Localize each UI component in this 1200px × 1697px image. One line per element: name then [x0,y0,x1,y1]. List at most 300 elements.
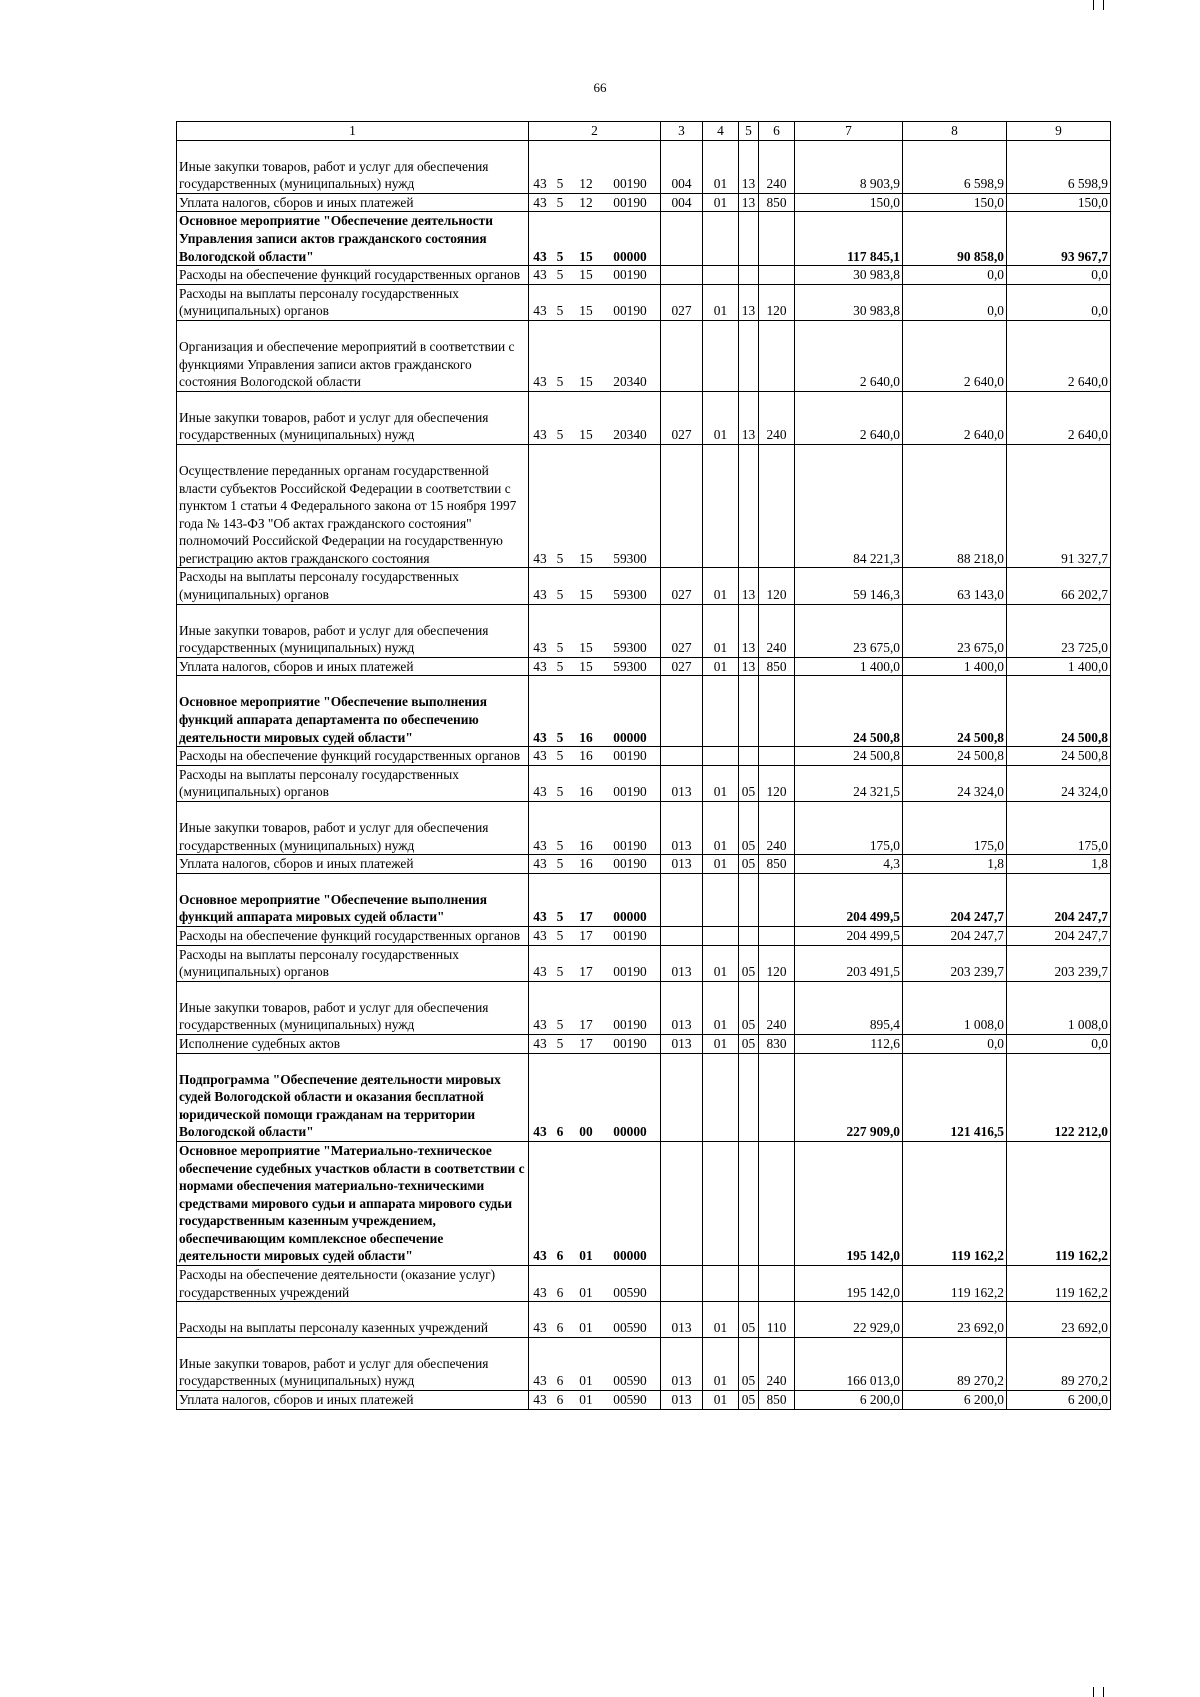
amount-col9: 203 239,7 [1007,945,1111,981]
target-article-code [529,284,661,320]
row-name: Расходы на выплаты персоналу государственных (муниципальных) органов [177,568,529,604]
code-part: 00000 [613,248,647,264]
expense-type-code: 830 [759,1034,795,1053]
section-code: 01 [703,604,739,657]
row-name: Иные закупки товаров, работ и услуг для обеспечения государственных (муниципальных) нужд [177,604,529,657]
code-part: 43 [533,784,547,800]
ministry-code [661,1266,703,1302]
code-part: 00590 [613,1284,647,1300]
section-code [703,1053,739,1141]
code-part: 5 [556,729,564,745]
row-name: Иные закупки товаров, работ и услуг для обеспечения государственных (муниципальных) нужд [177,802,529,855]
code-part: 43 [533,729,547,745]
amount-col8: 119 162,2 [903,1266,1007,1302]
row-name: Иные закупки товаров, работ и услуг для обеспечения государственных (муниципальных) нужд [177,1337,529,1390]
amount-col8: 1 400,0 [903,657,1007,676]
target-article-code [529,568,661,604]
amount-col7: 24 321,5 [795,765,903,801]
target-article-code [529,212,661,266]
expense-type-code: 240 [759,981,795,1034]
column-header: 8 [903,122,1007,141]
amount-col7: 204 499,5 [795,873,903,926]
amount-col9: 0,0 [1007,266,1111,285]
table-row [177,1053,1111,1141]
column-header: 2 [529,122,661,141]
ministry-code: 013 [661,765,703,801]
code-part: 17 [579,964,593,980]
target-article-code [529,391,661,444]
amount-col8: 1,8 [903,855,1007,874]
subsection-code: 13 [739,657,759,676]
row-name: Организация и обеспечение мероприятий в соответствии с функциями Управления записи актов гражданского состояния Вологодской области [177,320,529,391]
code-part: 43 [533,856,547,872]
code-part: 5 [556,267,564,283]
row-name: Расходы на выплаты персоналу государственных (муниципальных) органов [177,284,529,320]
expense-type-code: 120 [759,765,795,801]
target-article-code [529,266,661,285]
column-header: 7 [795,122,903,141]
amount-col8: 175,0 [903,802,1007,855]
amount-col8: 24 500,8 [903,676,1007,747]
expense-type-code [759,873,795,926]
section-code: 01 [703,568,739,604]
subsection-code [739,1141,759,1265]
amount-col8: 24 500,8 [903,747,1007,766]
amount-col9: 2 640,0 [1007,320,1111,391]
scan-mark [1103,1687,1104,1697]
table-row [177,444,1111,568]
code-part: 43 [533,1392,547,1408]
amount-col9: 6 598,9 [1007,140,1111,193]
target-article-code [529,320,661,391]
code-part: 43 [533,550,547,566]
ministry-code [661,444,703,568]
table-row [177,981,1111,1034]
table-row [177,1337,1111,1390]
ministry-code: 027 [661,568,703,604]
expense-type-code: 240 [759,391,795,444]
amount-col8: 23 692,0 [903,1302,1007,1338]
code-part: 16 [579,748,593,764]
expense-type-code: 850 [759,855,795,874]
subsection-code: 05 [739,765,759,801]
expense-type-code [759,266,795,285]
code-part: 15 [579,303,593,319]
code-part: 20340 [613,427,647,443]
subsection-code: 13 [739,284,759,320]
code-part: 15 [579,374,593,390]
amount-col7: 2 640,0 [795,320,903,391]
expense-type-code: 850 [759,193,795,212]
row-name: Иные закупки товаров, работ и услуг для обеспечения государственных (муниципальных) нужд [177,981,529,1034]
expense-type-code: 240 [759,604,795,657]
expense-type-code [759,1053,795,1141]
ministry-code: 004 [661,140,703,193]
code-part: 00190 [613,267,647,283]
page-number: 66 [593,80,607,95]
code-part: 43 [533,1284,547,1300]
amount-col9: 24 324,0 [1007,765,1111,801]
expense-type-code [759,320,795,391]
subsection-code: 13 [739,568,759,604]
amount-col7: 30 983,8 [795,284,903,320]
amount-col8: 0,0 [903,266,1007,285]
amount-col9: 119 162,2 [1007,1266,1111,1302]
row-name: Основное мероприятие "Обеспечение деятельности Управления записи актов гражданского состояния Вологодской области" [177,212,529,266]
target-article-code [529,765,661,801]
subsection-code: 13 [739,140,759,193]
amount-col9: 0,0 [1007,1034,1111,1053]
section-code: 01 [703,802,739,855]
code-part: 43 [533,658,547,674]
ministry-code: 013 [661,1391,703,1410]
subsection-code [739,266,759,285]
section-code [703,212,739,266]
table-row [177,193,1111,212]
code-part: 16 [579,784,593,800]
row-name: Исполнение судебных актов [177,1034,529,1053]
code-part: 15 [579,248,593,264]
expense-type-code: 110 [759,1302,795,1338]
amount-col7: 24 500,8 [795,676,903,747]
amount-col9: 204 247,7 [1007,926,1111,945]
target-article-code [529,926,661,945]
table-row [177,391,1111,444]
amount-col8: 121 416,5 [903,1053,1007,1141]
code-part: 43 [533,1017,547,1033]
target-article-code [529,657,661,676]
code-part: 00190 [613,927,647,943]
amount-col8: 119 162,2 [903,1141,1007,1265]
amount-col8: 150,0 [903,193,1007,212]
code-part: 00 [579,1124,593,1140]
code-part: 00000 [613,1124,647,1140]
code-part: 00590 [613,1392,647,1408]
code-part: 5 [556,640,564,656]
table-row [177,140,1111,193]
amount-col8: 0,0 [903,1034,1007,1053]
subsection-code: 13 [739,604,759,657]
code-part: 00190 [613,1035,647,1051]
code-part: 43 [533,837,547,853]
subsection-code [739,444,759,568]
expense-type-code: 120 [759,284,795,320]
amount-col7: 23 675,0 [795,604,903,657]
amount-col7: 150,0 [795,193,903,212]
table-row [177,945,1111,981]
code-part: 43 [533,176,547,192]
code-part: 17 [579,1035,593,1051]
section-code: 01 [703,765,739,801]
ministry-code [661,1053,703,1141]
code-part: 16 [579,856,593,872]
code-part: 43 [533,1248,547,1264]
section-code [703,266,739,285]
code-part: 00190 [613,1017,647,1033]
code-part: 59300 [613,658,647,674]
amount-col8: 2 640,0 [903,391,1007,444]
row-name: Расходы на выплаты персоналу государственных (муниципальных) органов [177,765,529,801]
code-part: 43 [533,1124,547,1140]
expense-type-code: 240 [759,1337,795,1390]
expense-type-code [759,926,795,945]
code-part: 00190 [613,748,647,764]
ministry-code: 004 [661,193,703,212]
amount-col9: 91 327,7 [1007,444,1111,568]
expense-type-code: 240 [759,140,795,193]
ministry-code [661,926,703,945]
row-name: Расходы на выплаты персоналу государственных (муниципальных) органов [177,945,529,981]
expense-type-code: 850 [759,657,795,676]
row-name: Уплата налогов, сборов и иных платежей [177,1391,529,1410]
table-row [177,266,1111,285]
ministry-code: 013 [661,802,703,855]
table-row [177,1034,1111,1053]
target-article-code [529,193,661,212]
code-part: 00190 [613,176,647,192]
amount-col7: 203 491,5 [795,945,903,981]
amount-col9: 24 500,8 [1007,676,1111,747]
target-article-code [529,140,661,193]
subsection-code [739,1266,759,1302]
section-code: 01 [703,657,739,676]
code-part: 43 [533,640,547,656]
amount-col8: 2 640,0 [903,320,1007,391]
table-row [177,320,1111,391]
target-article-code [529,802,661,855]
amount-col8: 88 218,0 [903,444,1007,568]
row-name: Уплата налогов, сборов и иных платежей [177,855,529,874]
code-part: 59300 [613,550,647,566]
column-header: 1 [177,122,529,141]
code-part: 15 [579,550,593,566]
ministry-code [661,747,703,766]
section-code [703,444,739,568]
code-part: 43 [533,427,547,443]
amount-col7: 24 500,8 [795,747,903,766]
amount-col8: 204 247,7 [903,873,1007,926]
amount-col8: 203 239,7 [903,945,1007,981]
subsection-code [739,212,759,266]
subsection-code [739,747,759,766]
column-number-header-row [177,122,1111,141]
code-part: 5 [556,427,564,443]
row-name: Уплата налогов, сборов и иных платежей [177,657,529,676]
row-name: Иные закупки товаров, работ и услуг для обеспечения государственных (муниципальных) нужд [177,391,529,444]
amount-col9: 1 008,0 [1007,981,1111,1034]
code-part: 43 [533,587,547,603]
amount-col8: 6 200,0 [903,1391,1007,1410]
amount-col7: 84 221,3 [795,444,903,568]
subsection-code: 13 [739,391,759,444]
code-part: 59300 [613,640,647,656]
subsection-code [739,676,759,747]
section-code: 01 [703,1337,739,1390]
section-code: 01 [703,1302,739,1338]
code-part: 43 [533,267,547,283]
code-part: 15 [579,658,593,674]
expense-type-code: 120 [759,945,795,981]
amount-col7: 112,6 [795,1034,903,1053]
subsection-code: 05 [739,1034,759,1053]
ministry-code: 013 [661,981,703,1034]
section-code: 01 [703,1034,739,1053]
target-article-code [529,981,661,1034]
code-part: 01 [579,1248,593,1264]
code-part: 6 [556,1320,564,1336]
code-part: 00590 [613,1320,647,1336]
amount-col7: 195 142,0 [795,1141,903,1265]
table-row [177,855,1111,874]
amount-col8: 89 270,2 [903,1337,1007,1390]
code-part: 15 [579,640,593,656]
section-code: 01 [703,981,739,1034]
amount-col8: 90 858,0 [903,212,1007,266]
code-part: 17 [579,909,593,925]
expense-type-code [759,676,795,747]
section-code [703,1266,739,1302]
amount-col8: 204 247,7 [903,926,1007,945]
code-part: 5 [556,748,564,764]
ministry-code: 013 [661,945,703,981]
target-article-code [529,873,661,926]
ministry-code [661,266,703,285]
table-row [177,765,1111,801]
expense-type-code [759,444,795,568]
column-header: 6 [759,122,795,141]
target-article-code [529,444,661,568]
target-article-code [529,1053,661,1141]
amount-col7: 30 983,8 [795,266,903,285]
subsection-code: 05 [739,1391,759,1410]
expense-type-code: 850 [759,1391,795,1410]
code-part: 5 [556,837,564,853]
code-part: 43 [533,374,547,390]
amount-col9: 24 500,8 [1007,747,1111,766]
code-part: 5 [556,194,564,210]
table-row [177,212,1111,266]
code-part: 43 [533,909,547,925]
row-name: Расходы на выплаты персоналу казенных учреждений [177,1302,529,1338]
code-part: 59300 [613,587,647,603]
subsection-code [739,926,759,945]
code-part: 00190 [613,303,647,319]
code-part: 5 [556,176,564,192]
scan-mark [1093,1687,1094,1697]
subsection-code: 05 [739,1337,759,1390]
amount-col9: 119 162,2 [1007,1141,1111,1265]
row-name: Расходы на обеспечение функций государственных органов [177,747,529,766]
ministry-code: 013 [661,1034,703,1053]
code-part: 01 [579,1284,593,1300]
row-name: Основное мероприятие "Обеспечение выполнения функций аппарата департамента по обеспечению деятельности мировых судей области" [177,676,529,747]
table-row [177,1302,1111,1338]
target-article-code [529,1302,661,1338]
code-part: 5 [556,550,564,566]
table-row [177,926,1111,945]
amount-col7: 195 142,0 [795,1266,903,1302]
section-code [703,320,739,391]
section-code: 01 [703,193,739,212]
section-code: 01 [703,945,739,981]
code-part: 20340 [613,374,647,390]
amount-col9: 1,8 [1007,855,1111,874]
amount-col8: 63 143,0 [903,568,1007,604]
code-part: 00190 [613,784,647,800]
ministry-code: 027 [661,391,703,444]
ministry-code: 013 [661,1337,703,1390]
amount-col9: 23 692,0 [1007,1302,1111,1338]
amount-col7: 6 200,0 [795,1391,903,1410]
table-row [177,1141,1111,1265]
code-part: 15 [579,427,593,443]
code-part: 5 [556,909,564,925]
code-part: 00190 [613,837,647,853]
code-part: 00190 [613,194,647,210]
code-part: 43 [533,1373,547,1389]
code-part: 17 [579,927,593,943]
scan-mark [1093,0,1094,10]
amount-col9: 6 200,0 [1007,1391,1111,1410]
amount-col9: 204 247,7 [1007,873,1111,926]
section-code [703,676,739,747]
code-part: 43 [533,1035,547,1051]
code-part: 12 [579,176,593,192]
section-code: 01 [703,284,739,320]
section-code [703,1141,739,1265]
target-article-code [529,1391,661,1410]
code-part: 43 [533,1320,547,1336]
code-part: 43 [533,964,547,980]
table-row [177,1391,1111,1410]
ministry-code [661,873,703,926]
code-part: 6 [556,1392,564,1408]
code-part: 15 [579,267,593,283]
amount-col7: 166 013,0 [795,1337,903,1390]
amount-col9: 0,0 [1007,284,1111,320]
code-part: 5 [556,964,564,980]
ministry-code: 013 [661,855,703,874]
subsection-code: 05 [739,802,759,855]
section-code: 01 [703,855,739,874]
target-article-code [529,1034,661,1053]
ministry-code: 027 [661,284,703,320]
amount-col8: 0,0 [903,284,1007,320]
amount-col9: 23 725,0 [1007,604,1111,657]
target-article-code [529,945,661,981]
code-part: 5 [556,1035,564,1051]
code-part: 01 [579,1392,593,1408]
ministry-code: 013 [661,1302,703,1338]
subsection-code: 05 [739,1302,759,1338]
amount-col7: 895,4 [795,981,903,1034]
amount-col9: 2 640,0 [1007,391,1111,444]
code-part: 43 [533,303,547,319]
code-part: 6 [556,1248,564,1264]
amount-col7: 22 929,0 [795,1302,903,1338]
subsection-code [739,1053,759,1141]
amount-col7: 227 909,0 [795,1053,903,1141]
code-part: 5 [556,784,564,800]
ministry-code [661,1141,703,1265]
amount-col7: 175,0 [795,802,903,855]
code-part: 16 [579,837,593,853]
row-name: Расходы на обеспечение функций государственных органов [177,926,529,945]
code-part: 43 [533,194,547,210]
ministry-code [661,212,703,266]
target-article-code [529,1141,661,1265]
table-row [177,873,1111,926]
